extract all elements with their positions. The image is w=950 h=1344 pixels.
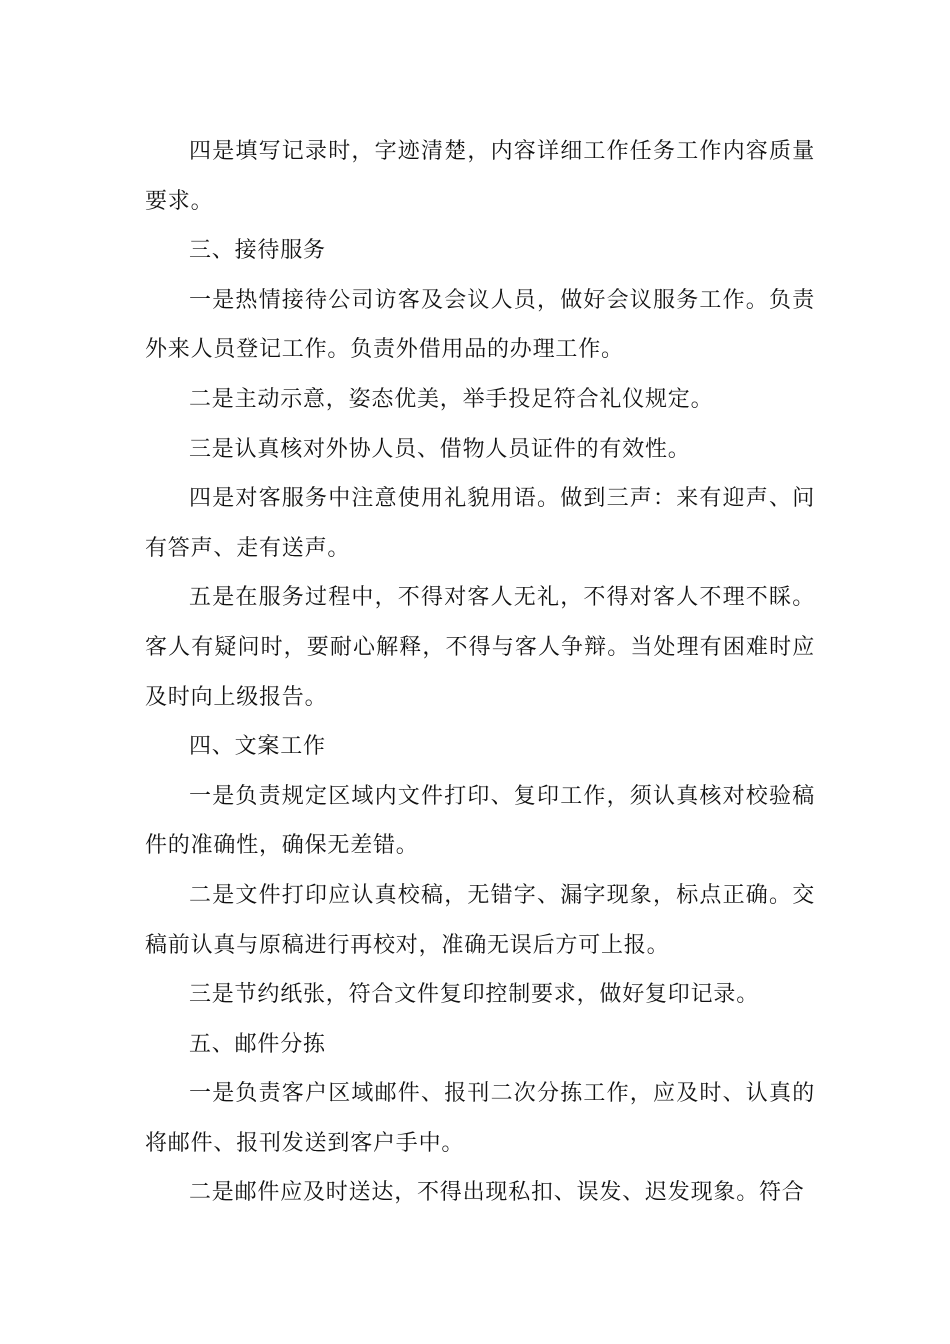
section-heading-clerical: 四、文案工作 [189,734,326,760]
paragraph-13: 一是负责客户区域邮件、报刊二次分拣工作，应及时、认真的将邮件、报刊发送到客户手中。 [145,1081,815,1156]
paragraph-14: 二是邮件应及时送达，不得出现私扣、误发、迟发现象。符合 [189,1180,805,1206]
paragraph-11: 三是节约纸张，符合文件复印控制要求，做好复印记录。 [189,982,760,1008]
paragraph-1: 四是填写记录时，字迹清楚，内容详细工作任务工作内容质量要求。 [145,139,815,214]
paragraph-4: 二是主动示意，姿态优美，举手投足符合礼仪规定。 [189,386,714,412]
section-heading-mail-sorting: 五、邮件分拣 [189,1031,326,1057]
paragraph-9: 一是负责规定区域内文件打印、复印工作，须认真核对校验稿件的准确性，确保无差错。 [145,783,815,859]
paragraph-6: 四是对客服务中注意使用礼貌用语。做到三声：来有迎声、问有答声、走有送声。 [145,486,815,561]
document-body [145,127,815,1218]
section-heading-reception: 三、接待服务 [189,238,326,264]
paragraph-7: 五是在服务过程中，不得对客人无礼，不得对客人不理不睬。客人有疑问时，要耐心解释，不得与客人争辩。当处理有困难时应及时向上级报告。 [145,585,815,710]
paragraph-10: 二是文件打印应认真校稿，无错字、漏字现象，标点正确。交稿前认真与原稿进行再校对，准确无误后方可上报。 [145,882,815,958]
paragraph-5: 三是认真核对外协人员、借物人员证件的有效性。 [189,436,691,462]
paragraph-3: 一是热情接待公司访客及会议人员，做好会议服务工作。负责外来人员登记工作。负责外借用品的办理工作。 [145,287,815,363]
